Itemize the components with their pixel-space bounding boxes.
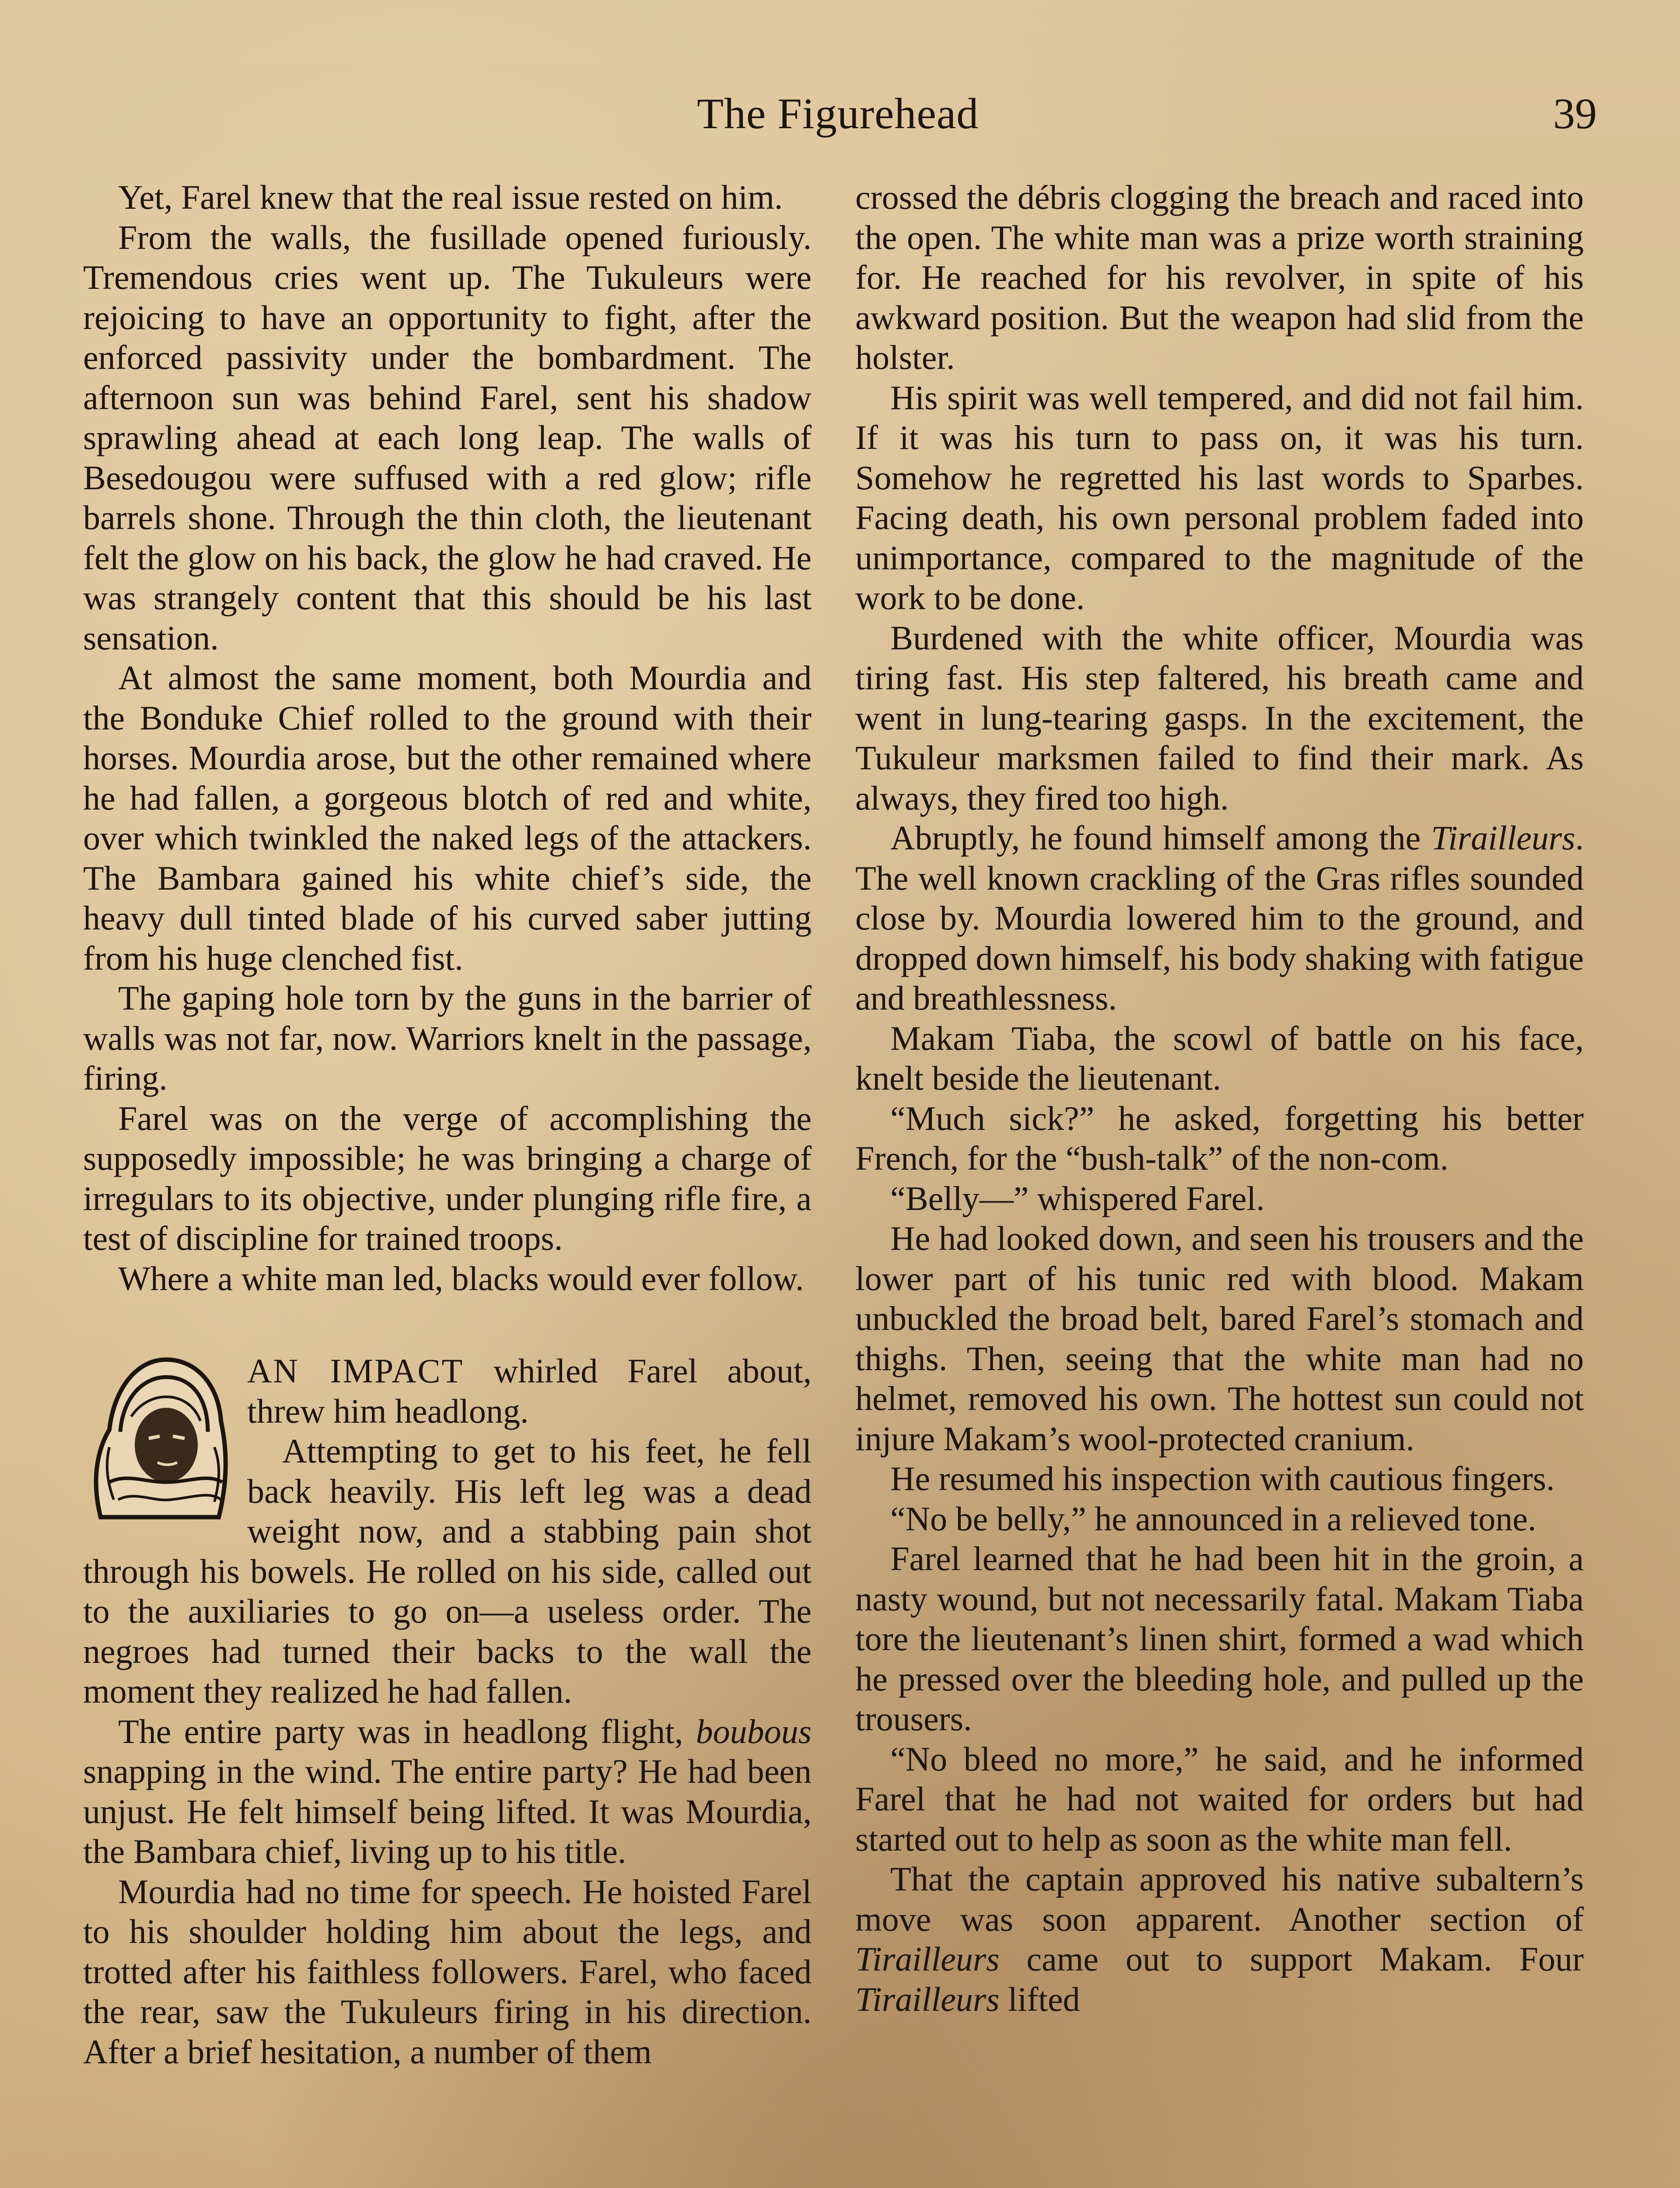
paragraph: Yet, Farel knew that the real issue rested on him. (118, 178, 783, 216)
text-span: Abruptly, he found himself among the (890, 819, 1432, 857)
paragraph: “Much sick?” he asked, forgetting his better French, for the “bush-talk” of the non-com. (855, 1099, 1584, 1177)
paragraph: The gaping hole torn by the guns in the barrier of walls was not far, now. Warriors knelt in the passage, firing. (83, 979, 812, 1097)
hooded-figure-icon (83, 1351, 234, 1522)
paragraph: “Belly—” whispered Farel. (890, 1179, 1265, 1217)
paragraph-continued: crossed the débris clogging the breach and raced into the open. The white man was a prize worth straining for. He reached for his revolver, in spite of his awkward position. But the weapon had slid from the holster. (855, 178, 1584, 376)
paragraph: “No bleed no more,” he said, and he informed Farel that he had not waited for orders but had started out to help as soon as the white man fell. (855, 1739, 1584, 1858)
italic-term: Tirailleurs (855, 1980, 1000, 2018)
section-break (83, 1298, 812, 1351)
paragraph (855, 1859, 1584, 2019)
hooded-figure-vignette (83, 1351, 234, 1522)
section-opening (83, 1351, 812, 1711)
text-span: came out to support Makam. Four (999, 1940, 1584, 1978)
section-lead-in: AN IMPACT (247, 1352, 464, 1390)
text-columns (83, 177, 1584, 2188)
paragraph: His spirit was well tempered, and did not fail him. If it was his turn to pass on, it was his turn. Somehow he regretted his last words to Sparbes. Facing death, his own personal problem faded into unimportance, compared to the magnitude of the work to be done. (855, 378, 1584, 617)
italic-term: Tirailleurs (1431, 819, 1575, 857)
paragraph: He resumed his inspection with cautious fingers. (890, 1459, 1555, 1497)
section-lead-text: whirled Farel about, threw him headlong. (247, 1352, 812, 1430)
paragraph: From the walls, the fusillade opened furiously. Tremendous cries went up. The Tukuleurs were rejoicing to have an opportunity to fight, after the enforced passivity under the bombardment. The afternoon sun was behind Farel, sent his shadow sprawling ahead at each long leap. The walls of Besedougou were suffused with a red glow; rifle barrels shone. Through the thin cloth, the lieutenant felt the glow on his back, the glow he had craved. He was strangely content that this should be his last sensation. (83, 218, 812, 657)
paragraph: Mourdia had no time for speech. He hoisted Farel to his shoulder holding him about the legs, and trotted after his faithless followers. Farel, who faced the rear, saw the Tukuleurs firing in his direction. After a brief hesitation, a number of them (83, 1872, 812, 2071)
page-header (79, 74, 1597, 153)
page-number: 39 (1553, 89, 1597, 138)
paragraph: Farel was on the verge of accomplishing the supposedly impossible; he was bringing a charge of irregulars to its objective, under plunging rifle fire, a test of discipline for trained troops. (83, 1099, 812, 1257)
left-column (83, 177, 812, 2188)
paragraph: Makam Tiaba, the scowl of battle on his face, knelt beside the lieutenant. (855, 1019, 1584, 1097)
italic-term: Tirailleurs (855, 1940, 1000, 1978)
text-span: snapping in the wind. The entire party? He had been unjust. He felt himself being lifted. It was Mourdia, the Bambara chief, living up to his title. (83, 1752, 812, 1870)
paragraph: He had looked down, and seen his trousers and the lower part of his tunic red with blood. Makam unbuckled the broad belt, bared Farel’s stomach and thighs. Then, seeing that the white man had no helmet, removed his own. The hottest sun could not injure Makam’s wool-protected cranium. (855, 1219, 1584, 1458)
paragraph: At almost the same moment, both Mourdia and the Bonduke Chief rolled to the ground with their horses. Mourdia arose, but the other remained where he had fallen, a gorgeous blotch of red and white, over which twinkled the naked legs of the attackers. The Bambara gained his white chief’s side, the heavy dull tinted blade of his curved saber jutting from his huge clenched fist. (83, 659, 812, 977)
text-span: . The well known crackling of the Gras rifles sounded close by. Mourdia lowered him to the ground, and dropped down himself, his body shaking with fatigue and breathlessness. (855, 819, 1584, 1017)
running-head: The Figurehead (696, 89, 979, 138)
text-span: lifted (999, 1980, 1080, 2018)
paragraph: “No be belly,” he announced in a relieved tone. (890, 1499, 1536, 1538)
paragraph (855, 818, 1584, 1018)
paragraph: Farel learned that he had been hit in the groin, a nasty wound, but not necessarily fatal. Makam Tiaba tore the lieutenant’s linen shirt, formed a wad which he pressed over the bleeding hole, and pulled up the trousers. (855, 1539, 1584, 1738)
paragraph: Where a white man led, blacks would ever follow. (118, 1259, 804, 1297)
paragraph (83, 1711, 812, 1872)
right-column (855, 177, 1584, 2188)
italic-term: boubous (696, 1712, 812, 1750)
text-span: That the captain approved his native subaltern’s move was soon apparent. Another section of (855, 1860, 1584, 1938)
paragraph: Attempting to get to his feet, he fell back heavily. His left leg was a dead weight now, and a stabbing pain shot through his bowels. He rolled on his side, called out to the auxiliaries to go on—a useless order. The negroes had turned their backs to the wall the moment they realized he had fallen. (83, 1432, 812, 1710)
text-span: The entire party was in headlong flight, (118, 1712, 696, 1750)
paragraph: Burdened with the white officer, Mourdia was tiring fast. His step faltered, his breath came and went in lung-tearing gasps. In the excitement, the Tukuleur marksmen failed to find their mark. As always, they fired too high. (855, 618, 1584, 817)
